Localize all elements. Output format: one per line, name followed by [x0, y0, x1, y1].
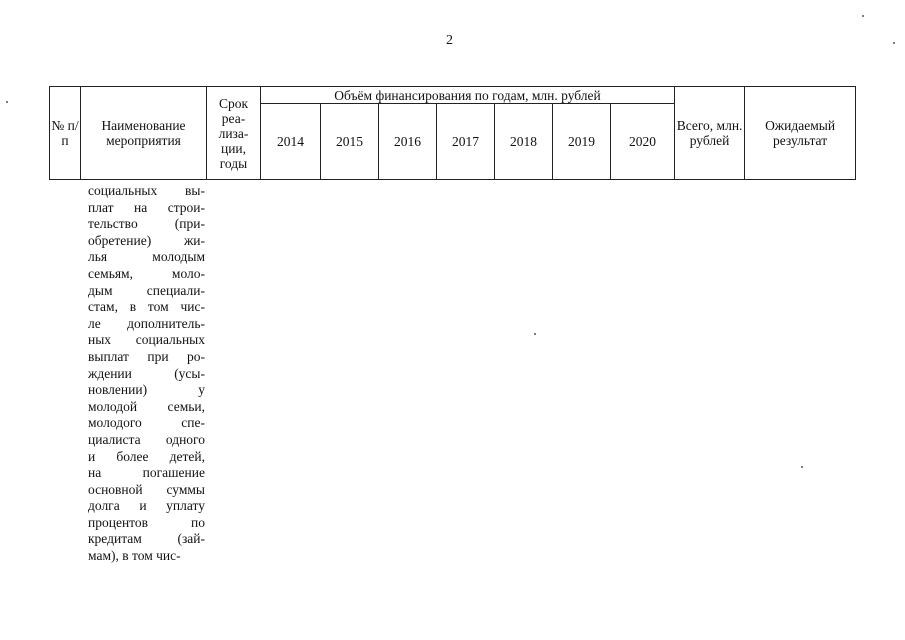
text-line: основной суммы — [88, 481, 205, 497]
header-year: 2020 — [611, 104, 675, 180]
header-number: № п/п — [50, 87, 81, 180]
text-line: выплат при ро- — [88, 348, 205, 364]
header-result: Ожидаемый результат — [745, 87, 856, 180]
text-line: молодой семьи, — [88, 398, 205, 414]
scan-speck — [6, 101, 8, 103]
text-line: мам), в том чис- — [88, 548, 181, 564]
financing-table — [49, 86, 856, 180]
text-line: лья молодым — [88, 249, 205, 265]
scan-speck — [893, 42, 895, 44]
text-line: стам, в том чис- — [88, 299, 205, 315]
text-line: дым специали- — [88, 282, 205, 298]
text-line: социальных вы- — [88, 183, 205, 198]
header-term: Срок реа-лиза-ции, годы — [207, 87, 261, 180]
text-line: молодого спе- — [88, 415, 205, 431]
scan-speck — [534, 333, 536, 335]
text-line: циалиста одного — [88, 431, 205, 447]
text-line: ждении (усы- — [88, 365, 205, 381]
text-line: тельство (при- — [88, 216, 205, 232]
header-year: 2017 — [437, 104, 495, 180]
text-line: семьям, моло- — [88, 265, 205, 281]
header-total: Всего, млн. рублей — [675, 87, 745, 180]
text-line: обретение) жи- — [88, 232, 205, 248]
header-year: 2014 — [261, 104, 321, 180]
text-line: новлении) у — [88, 382, 205, 398]
header-funding-group: Объём финансирования по годам, млн. рублей — [261, 87, 675, 104]
text-line: и более детей, — [88, 448, 205, 464]
scan-speck — [862, 15, 864, 17]
text-line: ле дополнитель- — [88, 315, 205, 331]
text-line: плат на строи- — [88, 199, 205, 215]
header-year: 2019 — [553, 104, 611, 180]
text-line: процентов по — [88, 514, 205, 530]
header-name: Наименование мероприятия — [81, 87, 207, 180]
scan-speck — [801, 466, 803, 468]
text-line: ных социальных — [88, 332, 205, 348]
text-line: кредитам (зай- — [88, 531, 205, 547]
page-number: 2 — [446, 33, 453, 48]
header-year: 2018 — [495, 104, 553, 180]
header-year: 2015 — [321, 104, 379, 180]
activity-description — [88, 183, 205, 565]
header-year: 2016 — [379, 104, 437, 180]
text-line: долга и уплату — [88, 498, 205, 514]
text-line: на погашение — [88, 465, 205, 481]
